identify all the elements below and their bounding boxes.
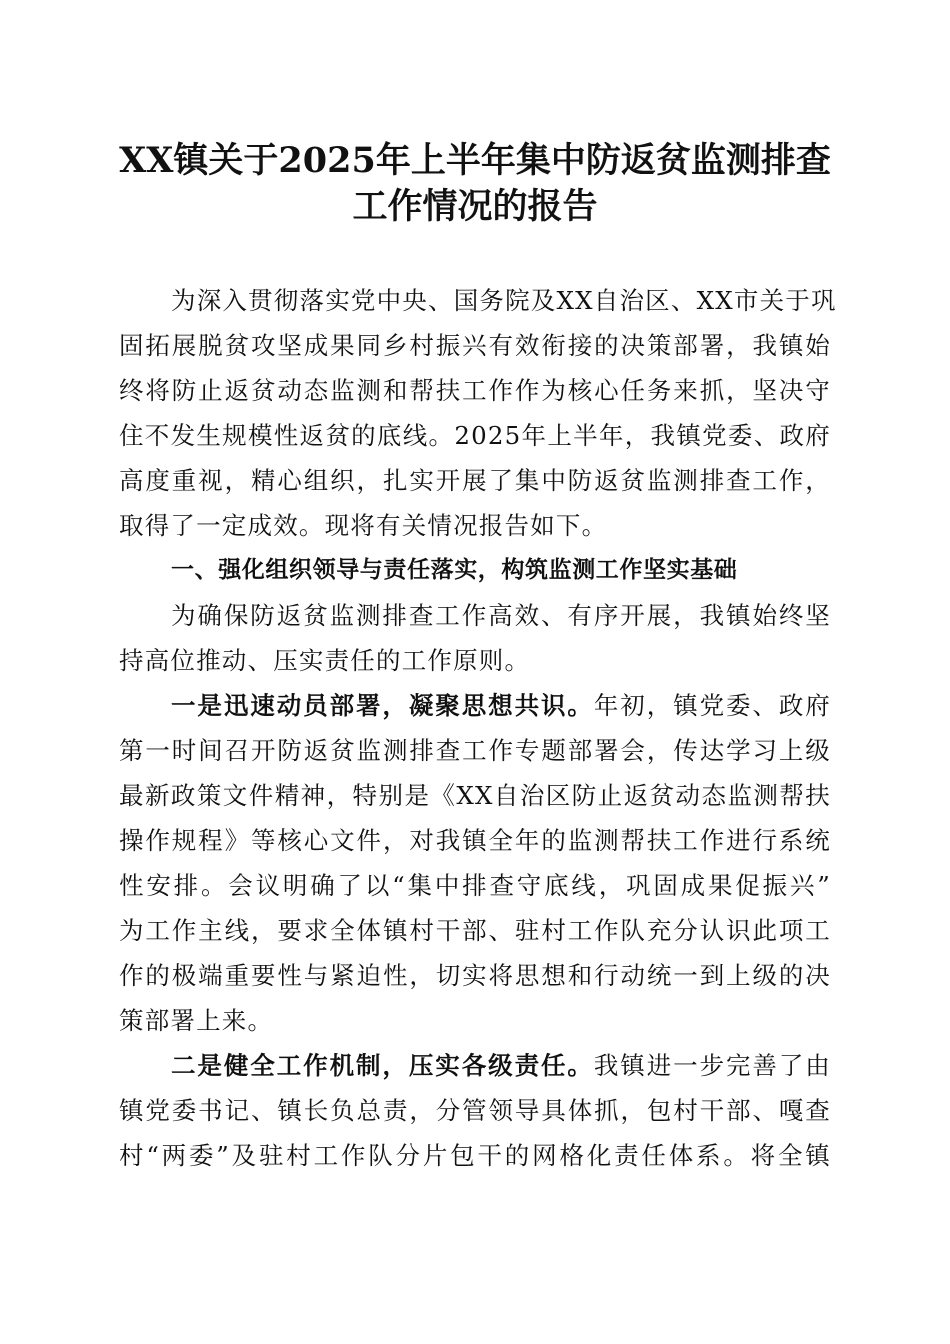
intro-line-6: 取得了一定成效。现将有关情况报告如下。 [119, 511, 608, 540]
p2-line-1: 为确保防返贫监测排查工作高效、有序开展，我镇始终坚 [171, 601, 831, 630]
p3-line-2: 第一时间召开防返贫监测排查工作专题部署会，传达学习上级 [119, 736, 831, 765]
p3-line-6: 为工作主线，要求全体镇村干部、驻村工作队充分认识此项工 [119, 916, 831, 945]
p4-line-2: 镇党委书记、镇长负总责，分管领导具体抓，包村干部、嘎查 [119, 1096, 831, 1125]
p4-line-3: 村“两委”及驻村工作队分片包干的网格化责任体系。将全镇 [119, 1141, 831, 1170]
intro-line-2: 固拓展脱贫攻坚成果同乡村振兴有效衔接的决策部署，我镇始 [119, 331, 831, 360]
p2-line-2: 持高位推动、压实责任的工作原则。 [119, 646, 531, 675]
document-body [119, 278, 837, 1178]
p3-line-3: 最新政策文件精神，特别是《XX自治区防止返贫动态监测帮扶 [119, 781, 831, 810]
section-heading-1: 一、强化组织领导与责任落实，构筑监测工作坚实基础 [171, 557, 738, 583]
p4-lead: 二是健全工作机制，压实各级责任。 [171, 1051, 594, 1080]
p3-line-5: 性安排。会议明确了以“集中排查守底线，巩固成果促振兴” [119, 871, 831, 900]
p4-line-1 [119, 1043, 831, 1088]
document-title-line-2: 工作情况的报告 [352, 186, 598, 227]
p3-line-8: 策部署上来。 [119, 1006, 274, 1035]
p4-first-rest: 我镇进一步完善了由 [593, 1051, 831, 1080]
p3-line-4: 操作规程》等核心文件，对我镇全年的监测帮扶工作进行系统 [119, 826, 831, 855]
intro-line-4: 住不发生规模性返贫的底线。2025年上半年，我镇党委、政府 [119, 421, 831, 450]
intro-line-5: 高度重视，精心组织，扎实开展了集中防返贫监测排查工作， [119, 466, 831, 495]
intro-line-3: 终将防止返贫动态监测和帮扶工作作为核心任务来抓，坚决守 [119, 376, 831, 405]
intro-line-1: 为深入贯彻落实党中央、国务院及XX自治区、XX市关于巩 [171, 286, 837, 315]
p3-line-1 [119, 683, 831, 728]
document-title-line-1: XX镇关于2025年上半年集中防返贫监测排查 [119, 140, 831, 181]
p3-first-rest: 年初，镇党委、政府 [593, 691, 831, 720]
p3-line-7: 作的极端重要性与紧迫性，切实将思想和行动统一到上级的决 [119, 961, 831, 990]
p3-lead: 一是迅速动员部署，凝聚思想共识。 [171, 691, 594, 720]
